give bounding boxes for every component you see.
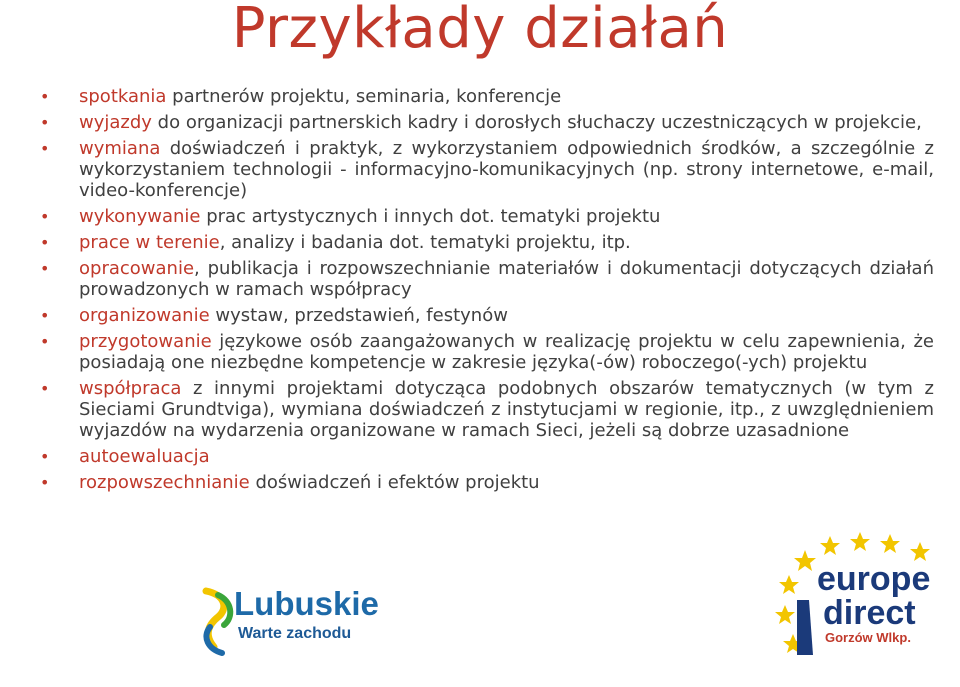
item-keyword: wykonywanie xyxy=(79,206,201,227)
lubuskie-tagline: Warte zachodu xyxy=(238,625,352,642)
item-keyword: przygotowanie xyxy=(79,331,212,352)
item-keyword: prace w terenie xyxy=(79,232,220,253)
item-text: do organizacji partnerskich kadry i dorosłych słuchaczy uczestniczących w projekcie, xyxy=(151,112,922,133)
item-text: wystaw, przedstawień, festynów xyxy=(209,305,508,326)
item-keyword: opracowanie xyxy=(79,258,195,279)
europe-direct-line1: europe xyxy=(817,560,931,598)
item-text: doświadczeń i praktyk, z wykorzystaniem odpowiednich środków, a szczególnie z wykorzystaniem technologii - informacyjno-komunikacyjnych (np. strony internetowe, e-mail, video-konferencje) xyxy=(79,138,934,201)
list-item xyxy=(38,86,934,107)
item-text: doświadczeń i efektów projektu xyxy=(249,472,540,493)
item-text: , publikacja i rozpowszechnianie materiałów i dokumentacji dotyczących działań prowadzonych w ramach współpracy xyxy=(79,258,934,300)
item-keyword: spotkania xyxy=(79,86,167,107)
item-text: z innymi projektami dotycząca podobnych obszarów tematycznych (w tym z Sieciami Grundtviga), wymiana doświadczeń z instytucjami w regionie, itp., z uwzględnieniem wyjazdów na wydarzenia organizowane w ramach Sieci, jeżeli są dobrze uzasadnione xyxy=(79,378,934,441)
lubuskie-emblem-icon xyxy=(198,587,238,657)
item-keyword: wyjazdy xyxy=(79,112,152,133)
bullet-list xyxy=(38,86,934,498)
list-item xyxy=(38,258,934,300)
item-keyword: organizowanie xyxy=(79,305,210,326)
item-text: , analizy i badania dot. tematyki projektu, itp. xyxy=(219,232,631,253)
page-title: Przykłady działań xyxy=(231,0,729,61)
lubuskie-logo xyxy=(198,585,410,663)
list-item xyxy=(38,112,934,133)
europe-direct-logo xyxy=(775,530,960,680)
europe-direct-line2: direct xyxy=(823,594,916,632)
item-text: partnerów projektu, seminaria, konferencje xyxy=(166,86,562,107)
item-keyword: autoewaluacja xyxy=(79,446,210,467)
item-text: językowe osób zaangażowanych w realizację projektu w celu zapewnienia, że posiadają one niezbędne kompetencje w zakresie języka(-ów) roboczego(-ych) projektu xyxy=(79,331,934,373)
lubuskie-name: Lubuskie xyxy=(234,585,379,622)
item-keyword: wymiana xyxy=(79,138,161,159)
item-keyword: współpraca xyxy=(79,378,182,399)
list-item xyxy=(38,305,934,326)
list-item xyxy=(38,206,934,227)
item-text: prac artystycznych i innych dot. tematyki projektu xyxy=(200,206,661,227)
list-item xyxy=(38,378,934,441)
list-item xyxy=(38,331,934,373)
list-item xyxy=(38,472,934,493)
list-item xyxy=(38,138,934,201)
europe-direct-city: Gorzów Wlkp. xyxy=(825,630,911,645)
list-item xyxy=(38,232,934,253)
item-keyword: rozpowszechnianie xyxy=(79,472,250,493)
list-item xyxy=(38,446,934,467)
